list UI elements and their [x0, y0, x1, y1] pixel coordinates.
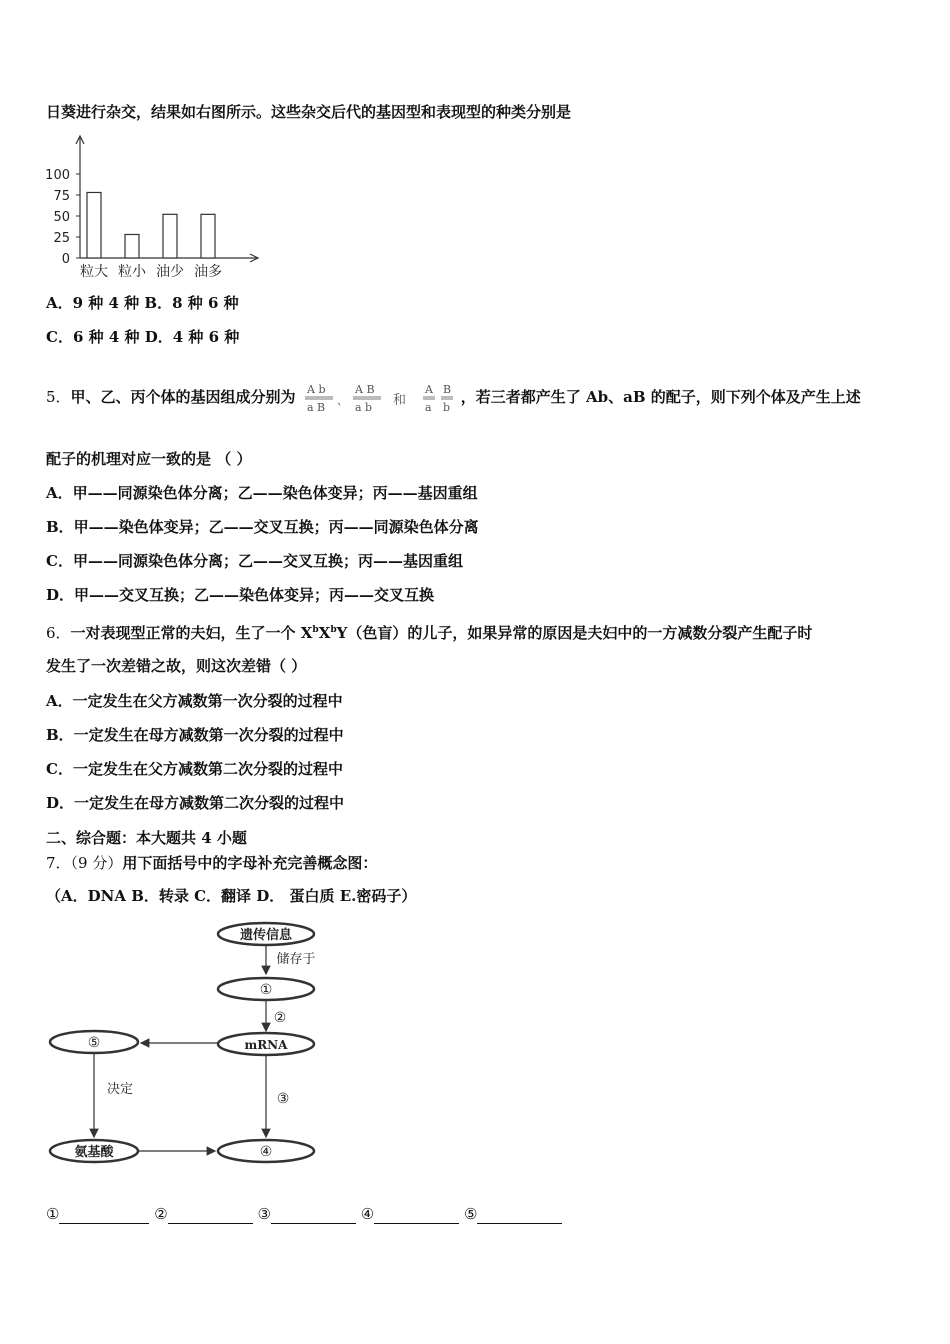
- q6-sup2: b: [330, 625, 337, 635]
- q5-stem-line1: [46, 379, 861, 415]
- answer-blanks: [46, 1204, 562, 1224]
- frac1-top: A b: [306, 383, 326, 396]
- frac2-bottom: a b: [354, 401, 372, 414]
- answer-blank-5[interactable]: [477, 1207, 562, 1224]
- q5-option-b: B．甲——染色体变异；乙——交叉互换；丙——同源染色体分离: [46, 518, 479, 536]
- bar: [125, 234, 139, 258]
- q5-option-c: C．甲——同源染色体分离；乙——交叉互换；丙——基因重组: [46, 552, 463, 570]
- q7-stem-text: 用下面括号中的字母补充完善概念图：: [122, 854, 378, 872]
- bar-chart: [40, 132, 260, 282]
- q7-score: （9 分）: [70, 854, 123, 872]
- node-amino-acid-label: 氨基酸: [74, 1145, 114, 1160]
- q7-number: 7．: [46, 854, 71, 872]
- arrow-store-label: 储存于: [276, 952, 316, 967]
- q6-number: 6．: [46, 624, 71, 642]
- q5-option-a: A．甲——同源染色体分离；乙——染色体变异；丙——基因重组: [46, 484, 478, 502]
- bar: [87, 192, 101, 258]
- y-tick-label: 100: [45, 168, 70, 183]
- frac1-bottom: a B: [306, 401, 325, 414]
- frac2-top: A B: [354, 383, 375, 396]
- q5-option-d: D．甲——交叉互换；乙——染色体变异；丙——交叉互换: [46, 586, 435, 604]
- section-heading: 二、综合题：本大题共 4 小题: [46, 829, 247, 847]
- q6-option-a: A．一定发生在父方减数第一次分裂的过程中: [46, 692, 343, 710]
- frac4-bottom: b: [442, 401, 450, 414]
- bar: [201, 214, 215, 258]
- q6-mid1: X: [318, 624, 331, 642]
- frac3-bottom: a: [424, 401, 432, 414]
- q6-stem-c: 发生了一次差错之故，则这次差错（ ）: [46, 657, 307, 675]
- q6-stem-b: Y（色盲）的儿子，如果异常的原因是夫妇中的一方减数分裂产生配子时: [336, 624, 813, 642]
- answer-blank-2[interactable]: [168, 1207, 253, 1224]
- q6-stem-a: 一对表现型正常的夫妇，生了一个 X: [70, 624, 313, 642]
- q4-options-line2: C．6 种 4 种 D．4 种 6 种: [46, 328, 240, 346]
- x-tick-label: 油多: [194, 264, 222, 280]
- q6-stem-line1: [46, 620, 812, 643]
- q6-option-c: C．一定发生在父方减数第二次分裂的过程中: [46, 760, 343, 778]
- q5-stem-a: 甲、乙、丙个体的基因组成分别为: [70, 388, 296, 406]
- answer-label-3: ③: [257, 1205, 271, 1223]
- answer-label-1: ①: [46, 1205, 60, 1223]
- answer-blank-4[interactable]: [374, 1207, 459, 1224]
- q4-options-line1: A．9 种 4 种 B．8 种 6 种: [46, 294, 239, 312]
- x-tick-label: 油少: [156, 264, 184, 280]
- node-genetic-info-label: 遗传信息: [239, 928, 293, 943]
- node-1-label: ①: [259, 982, 273, 998]
- y-tick-label: 25: [53, 231, 70, 246]
- node-4-label: ④: [259, 1144, 273, 1160]
- answer-blank-1[interactable]: [59, 1207, 149, 1224]
- q4-stem: 日葵进行杂交，结果如右图所示。这些杂交后代的基因型和表现型的种类分别是: [46, 103, 572, 121]
- y-tick-label: 50: [53, 210, 70, 225]
- concept-map: [44, 918, 344, 1170]
- q5-stem-c: 配子的机理对应一致的是 （ ）: [46, 450, 252, 468]
- answer-label-5: ⑤: [463, 1205, 478, 1223]
- node-5-label: ⑤: [87, 1035, 101, 1051]
- frac3-top: A: [424, 383, 433, 396]
- frac4-top: B: [442, 383, 451, 396]
- x-tick-label: 粒大: [80, 264, 108, 280]
- q5-number: 5．: [46, 388, 71, 406]
- y-tick-label: 75: [53, 189, 70, 204]
- genotype-fractions: [301, 380, 461, 416]
- answer-label-4: ④: [360, 1205, 375, 1223]
- arrow-2-label: ②: [273, 1010, 287, 1026]
- answer-label-2: ②: [154, 1205, 168, 1223]
- q7-stem: [46, 853, 377, 873]
- bar: [163, 214, 177, 258]
- x-tick-label: 粒小: [118, 264, 146, 280]
- answer-blank-3[interactable]: [271, 1207, 356, 1224]
- y-tick-label: 0: [61, 252, 70, 267]
- q6-sup1: b: [312, 625, 319, 635]
- q5-stem-b: ，若三者都产生了 Ab、aB 的配子，则下列个体及产生上述: [460, 388, 861, 406]
- arrow-3-label: ③: [276, 1091, 290, 1107]
- arrow-decide-label: 决定: [106, 1082, 134, 1097]
- q6-option-b: B．一定发生在母方减数第一次分裂的过程中: [46, 726, 344, 744]
- q6-option-d: D．一定发生在母方减数第二次分裂的过程中: [46, 794, 345, 812]
- and-text: 和: [392, 393, 406, 408]
- q7-choices: （A．DNA B．转录 C．翻译 D． 蛋白质 E.密码子）: [46, 887, 417, 905]
- node-mrna-label: mRNA: [244, 1038, 288, 1052]
- sep1: 、: [336, 394, 348, 407]
